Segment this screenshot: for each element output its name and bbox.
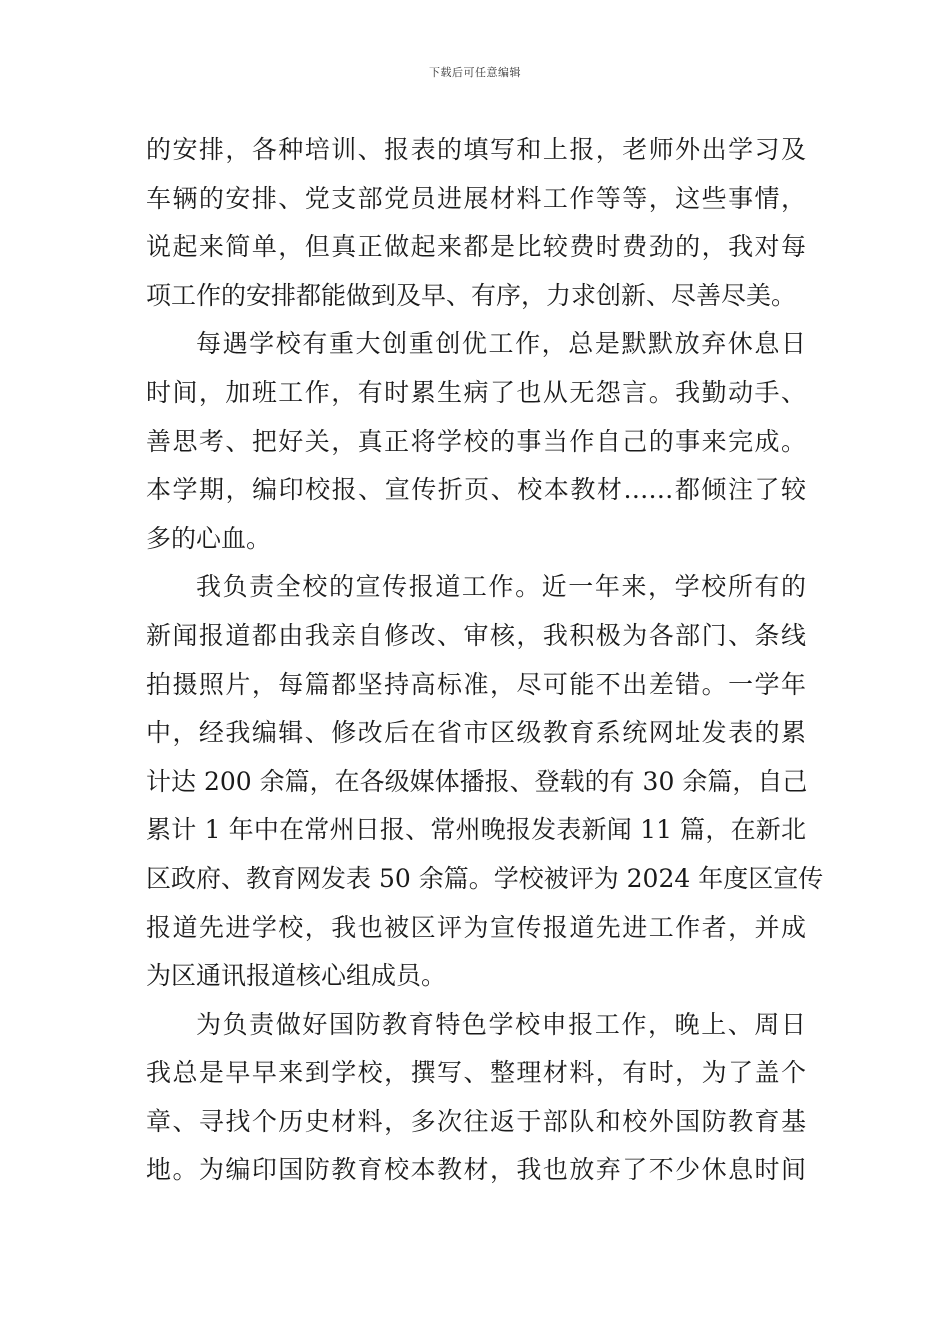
paragraph-4	[146, 1001, 806, 1195]
text-line: 的安排，各种培训、报表的填写和上报，老师外出学习及	[146, 135, 806, 164]
paragraph-1	[146, 126, 806, 320]
text-line: 区政府、教育网发表 50 余篇。学校被评为 2024 年度区宣传	[146, 863, 824, 893]
text-line: 为区通讯报道核心组成员。	[146, 961, 447, 991]
text-line: 多的心血。	[146, 523, 272, 553]
body-text	[146, 126, 824, 1195]
text-line: 报道先进学校，我也被区评为宣传报道先进工作者，并成	[146, 912, 806, 942]
text-line: 车辆的安排、党支部党员进展材料工作等等，这些事情，	[146, 183, 806, 213]
text-line: 中，经我编辑、修改后在省市区级教育系统网址发表的累	[146, 718, 806, 748]
text-line: 累计 1 年中在常州日报、常州晚报发表新闻 11 篇，在新北	[146, 815, 806, 845]
text-line: 每遇学校有重大创重创优工作，总是默默放弃休息日	[196, 329, 806, 359]
paragraph-3	[146, 563, 824, 1000]
text-line: 说起来简单，但真正做起来都是比较费时费劲的，我对每	[146, 232, 806, 262]
text-line: 本学期，编印校报、宣传折页、校本教材……都倾注了较	[146, 475, 806, 505]
page-header: 下载后可任意编辑	[429, 66, 521, 79]
text-line: 为负责做好国防教育特色学校申报工作，晚上、周日	[196, 1009, 806, 1039]
paragraph-2	[146, 320, 806, 563]
text-line: 计达 200 余篇，在各级媒体播报、登载的有 30 余篇，自己	[146, 766, 808, 796]
text-line: 地。为编印国防教育校本教材，我也放弃了不少休息时间	[146, 1155, 806, 1185]
text-line: 时间，加班工作，有时累生病了也从无怨言。我勤动手、	[146, 377, 806, 407]
text-line: 善思考、把好关，真正将学校的事当作自己的事来完成。	[146, 426, 806, 456]
text-line: 项工作的安排都能做到及早、有序，力求创新、尽善尽美。	[146, 280, 797, 310]
text-line: 我负责全校的宣传报道工作。近一年来，学校所有的	[196, 572, 806, 602]
text-line: 新闻报道都由我亲自修改、审核，我积极为各部门、条线	[146, 620, 806, 650]
text-line: 章、寻找个历史材料，多次往返于部队和校外国防教育基	[146, 1106, 806, 1136]
text-line: 我总是早早来到学校，撰写、整理材料，有时，为了盖个	[146, 1058, 806, 1088]
text-line: 拍摄照片，每篇都坚持高标准，尽可能不出差错。一学年	[146, 669, 806, 699]
